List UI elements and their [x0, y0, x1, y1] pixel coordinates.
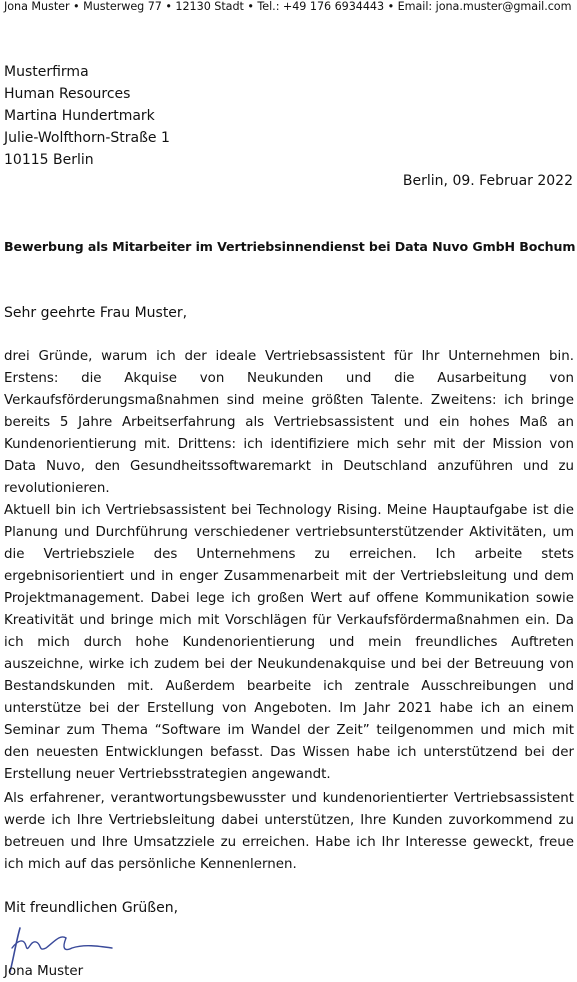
salutation: Sehr geehrte Frau Muster, [4, 305, 188, 321]
recipient-company: Musterfirma [4, 64, 89, 80]
recipient-street: Julie-Wolfthorn-Straße 1 [4, 130, 170, 146]
closing: Mit freundlichen Grüßen, [4, 900, 179, 916]
sender-contact-line: Jona Muster • Musterweg 77 • 12130 Stadt • Tel.: +49 176 6934443 • Email: jona.muster@gmail.com [4, 0, 572, 13]
signer-name: Jona Muster [4, 964, 84, 979]
letter-date: Berlin, 09. Februar 2022 [402, 173, 573, 189]
recipient-department: Human Resources [4, 86, 131, 102]
recipient-city: 10115 Berlin [4, 152, 94, 168]
recipient-address [4, 61, 170, 171]
body-paragraph-1: drei Gründe, warum ich der ideale Vertriebsassistent für Ihr Unternehmen bin. Erstens: die Akquise von Neukunden und die Ausarbeitung von Verkaufsförderungsmaßnahmen sind meine größten Talente. Zweitens: ich bringe bereits 5 Jahre Arbeitserfahrung als Vertriebsassistent und ein hohes Maß an Kundenorientierung mit. Drittens: ich identifiziere mich sehr mit der Mission von Data Nuvo, den Gesundheitssoftwaremarkt in Deutschland anzuführen und zu revolutionieren. [4, 349, 574, 496]
letter-subject: Bewerbung als Mitarbeiter im Vertriebsinnendienst bei Data Nuvo GmbH Bochum [4, 239, 576, 254]
body-paragraph-2: Aktuell bin ich Vertriebsassistent bei Technology Rising. Meine Hauptaufgabe ist die Planung und Durchführung verschiedener vertriebsunterstützender Aktivitäten, um die Vertriebsziele des Unternehmens zu erreichen. Ich arbeite stets ergebnisorientiert und in enger Zusammenarbeit mit der Vertriebsleitung und dem Projektmanagement. Dabei lege ich großen Wert auf offene Kommunikation sowie Kreativität und bringe mich mit Vorschlägen für Verkaufsfördermaßnahmen ein. Da ich mich durch hohe Kundenorientierung und mein freundliches Auftreten auszeichne, wirke ich zudem bei der Neukundenakquise und bei der Betreuung von Bestandskunden mit. Außerdem bearbeite ich zentrale Ausschreibungen und unterstütze bei der Erstellung von Angeboten. Im Jahr 2021 habe ich an einem Seminar zum Thema “Software im Wandel der Zeit” teilgenommen und mich mit den neuesten Entwicklungen befasst. Das Wissen habe ich unterstützend bei der Erstellung neuer Vertriebsstrategien angewandt. [4, 503, 574, 782]
body-paragraph-3: Als erfahrener, verantwortungsbewusster und kundenorientierter Vertriebsassistent werde ich Ihre Vertriebsleitung dabei unterstützen, Ihre Kunden zuvorkommend zu betreuen und Ihre Umsatzziele zu erreichen. Habe ich Ihr Interesse geweckt, freue ich mich auf das persönliche Kennenlernen. [4, 791, 574, 872]
recipient-contact-person: Martina Hundertmark [4, 108, 155, 124]
